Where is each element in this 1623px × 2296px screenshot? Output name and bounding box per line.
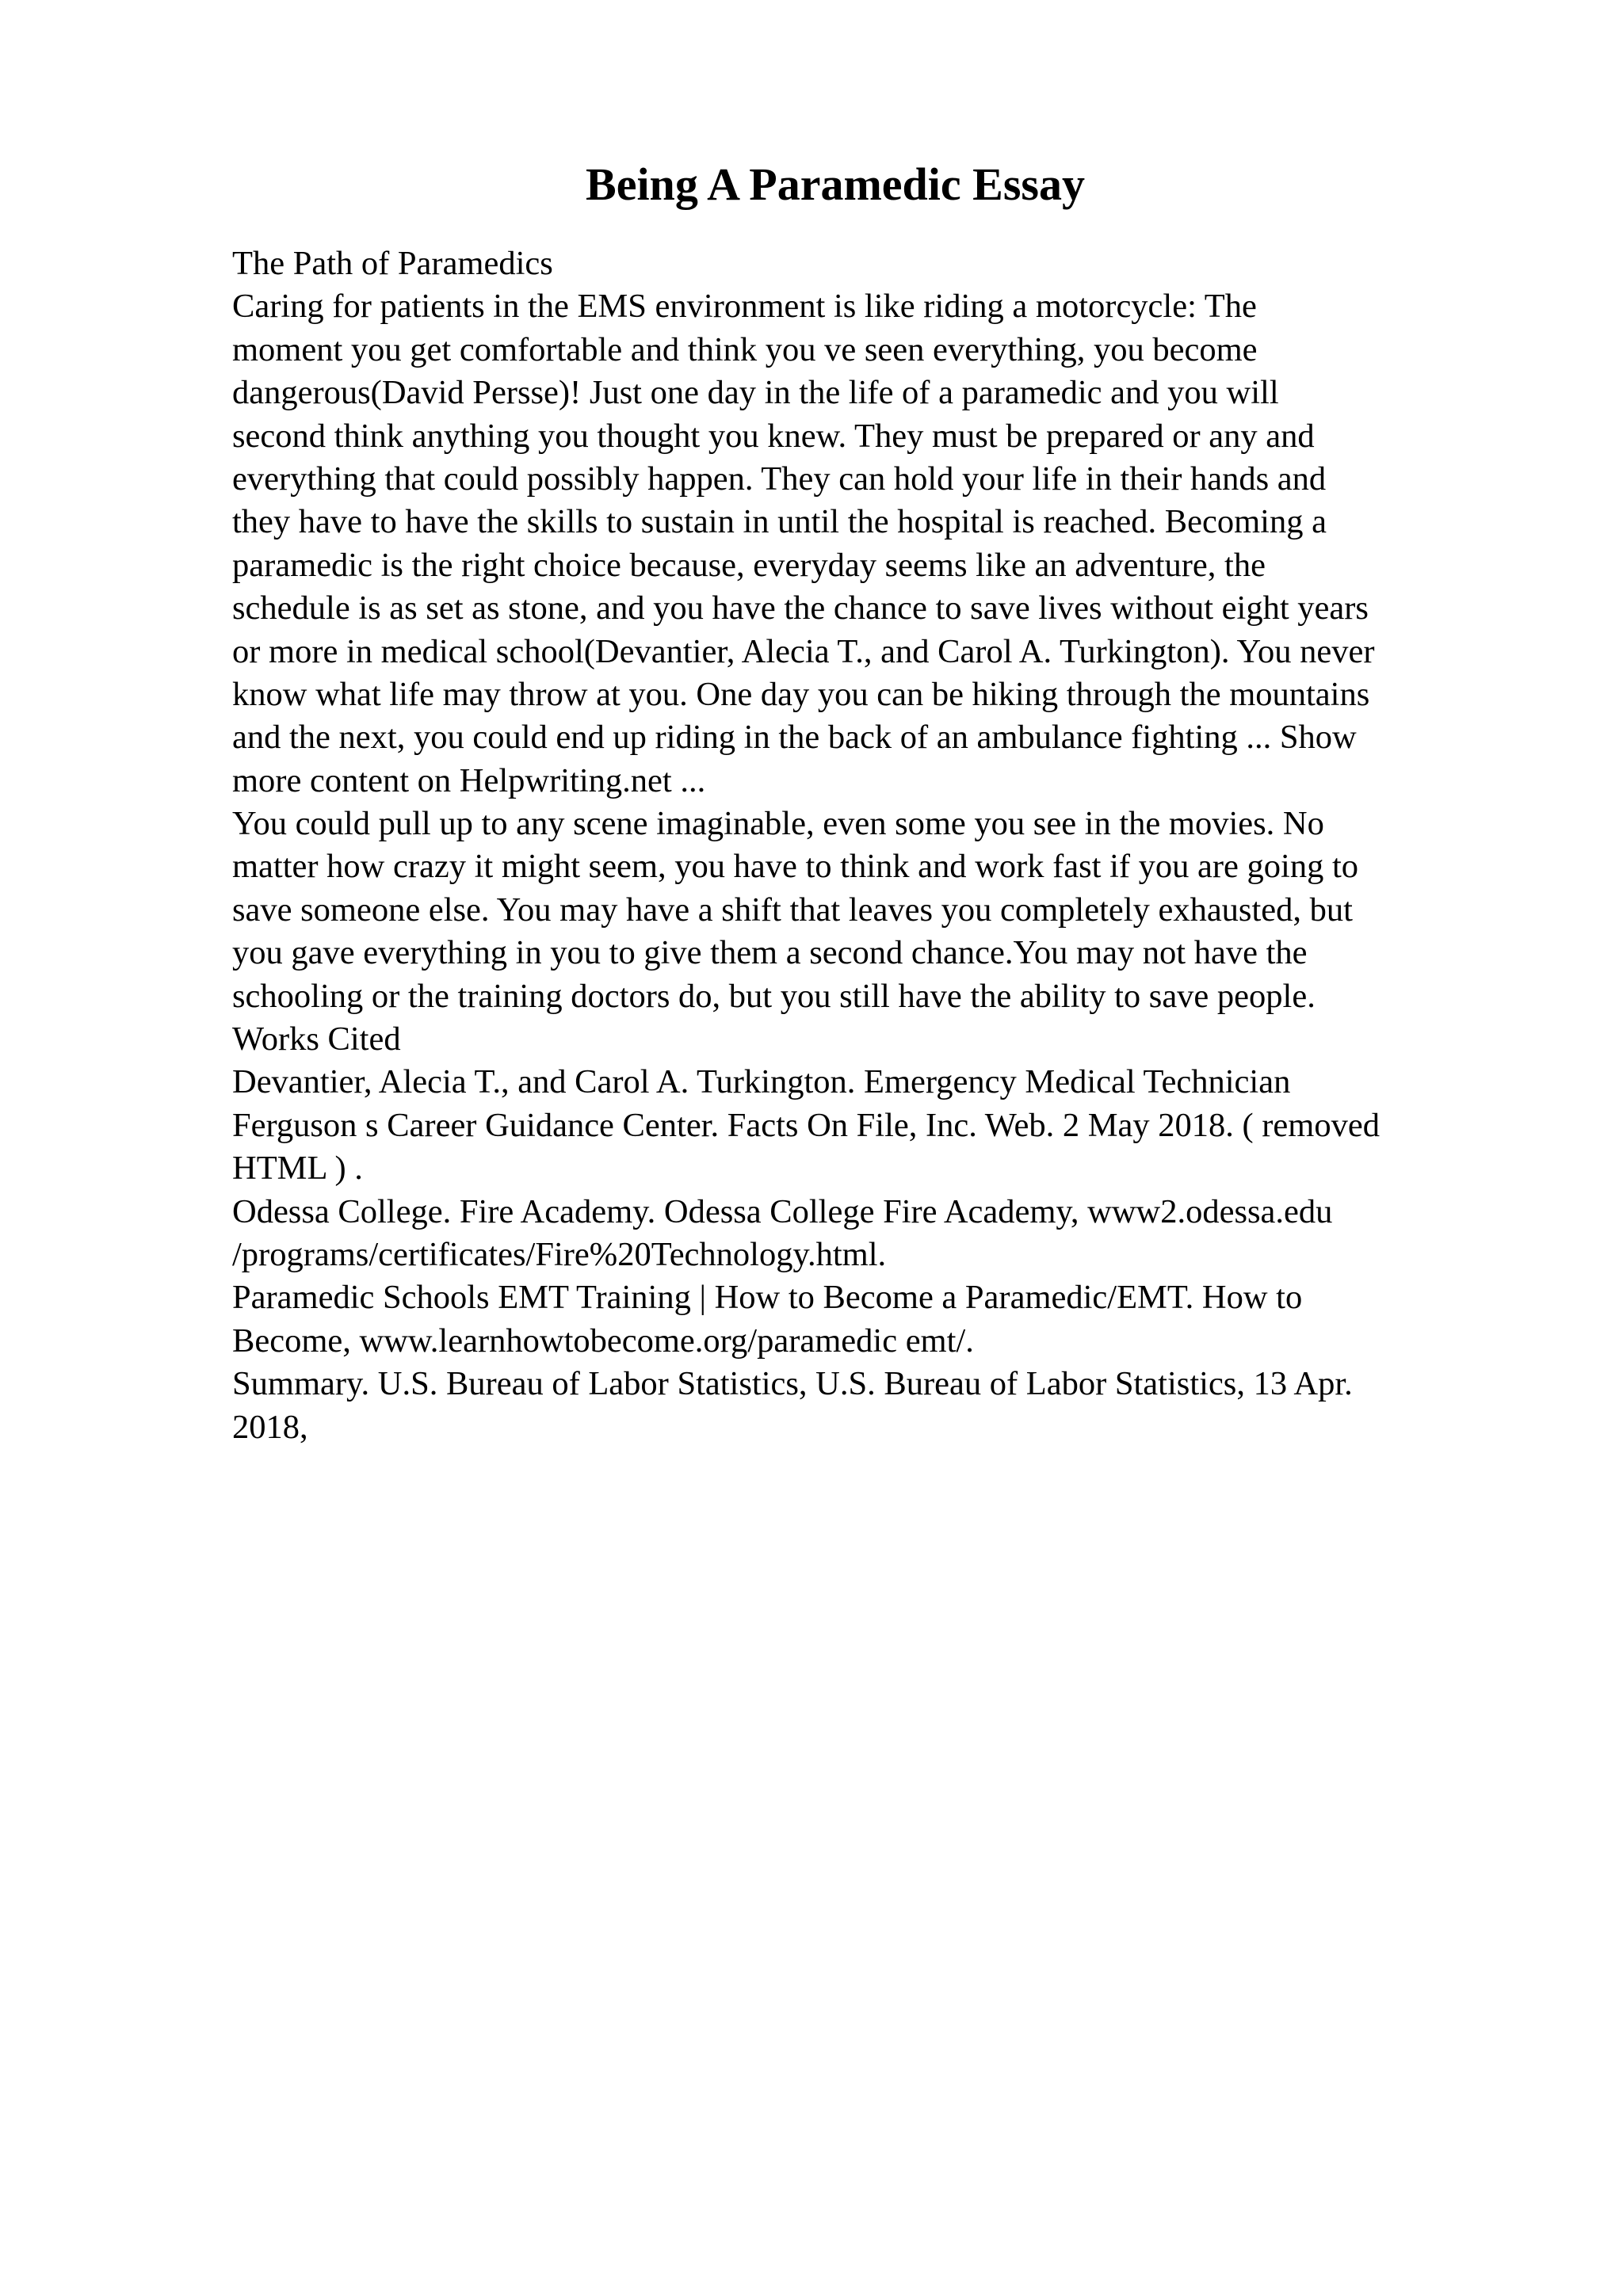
- essay-title: Being A Paramedic Essay: [586, 158, 1085, 210]
- body-line: and the next, you could end up riding in the back of an ambulance fighting ... Show: [232, 719, 1357, 757]
- citation-line: Paramedic Schools EMT Training | How to Become a Paramedic/EMT. How to: [232, 1279, 1303, 1317]
- citation-line: Summary. U.S. Bureau of Labor Statistics, U.S. Bureau of Labor Statistics, 13 Apr.: [232, 1365, 1353, 1403]
- citation-line: Ferguson s Career Guidance Center. Facts On File, Inc. Web. 2 May 2018. ( removed: [232, 1106, 1380, 1144]
- body-line: save someone else. You may have a shift that leaves you completely exhausted, but: [232, 891, 1353, 929]
- body-line: schedule is as set as stone, and you have the chance to save lives without eight years: [232, 589, 1369, 627]
- body-line: schooling or the training doctors do, but you still have the ability to save people.: [232, 977, 1316, 1015]
- works-cited-heading: Works Cited: [232, 1020, 401, 1058]
- citation-line: HTML ) .: [232, 1150, 363, 1188]
- body-line: everything that could possibly happen. They can hold your life in their hands and: [232, 460, 1327, 498]
- body-line: dangerous(David Persse)! Just one day in the life of a paramedic and you will: [232, 374, 1279, 412]
- essay-body: [232, 242, 1532, 1449]
- body-line: paramedic is the right choice because, everyday seems like an adventure, the: [232, 546, 1266, 584]
- body-line: second think anything you thought you knew. They must be prepared or any and: [232, 417, 1315, 455]
- citation-line: /programs/certificates/Fire%20Technology.html.: [232, 1235, 887, 1273]
- citation-line: Odessa College. Fire Academy. Odessa College Fire Academy, www2.odessa.edu: [232, 1192, 1333, 1230]
- body-line: You could pull up to any scene imaginable, even some you see in the movies. No: [232, 805, 1324, 843]
- body-line: matter how crazy it might seem, you have to think and work fast if you are going to: [232, 848, 1359, 886]
- body-line: know what life may throw at you. One day you can be hiking through the mountains: [232, 675, 1370, 713]
- body-line: moment you get comfortable and think you ve seen everything, you become: [232, 330, 1258, 368]
- citation-line: Become, www.learnhowtobecome.org/paramedic emt/.: [232, 1322, 974, 1360]
- citation-line: 2018,: [232, 1408, 308, 1446]
- body-line: Caring for patients in the EMS environment is like riding a motorcycle: The: [232, 288, 1257, 326]
- body-line: you gave everything in you to give them a second chance.You may not have the: [232, 934, 1308, 972]
- body-line: or more in medical school(Devantier, Alecia T., and Carol A. Turkington). You never: [232, 632, 1375, 670]
- body-line: more content on Helpwriting.net ...: [232, 761, 706, 799]
- body-line: they have to have the skills to sustain in until the hospital is reached. Becoming a: [232, 503, 1327, 541]
- body-line: The Path of Paramedics: [232, 245, 553, 282]
- citation-line: Devantier, Alecia T., and Carol A. Turkington. Emergency Medical Technician: [232, 1063, 1291, 1101]
